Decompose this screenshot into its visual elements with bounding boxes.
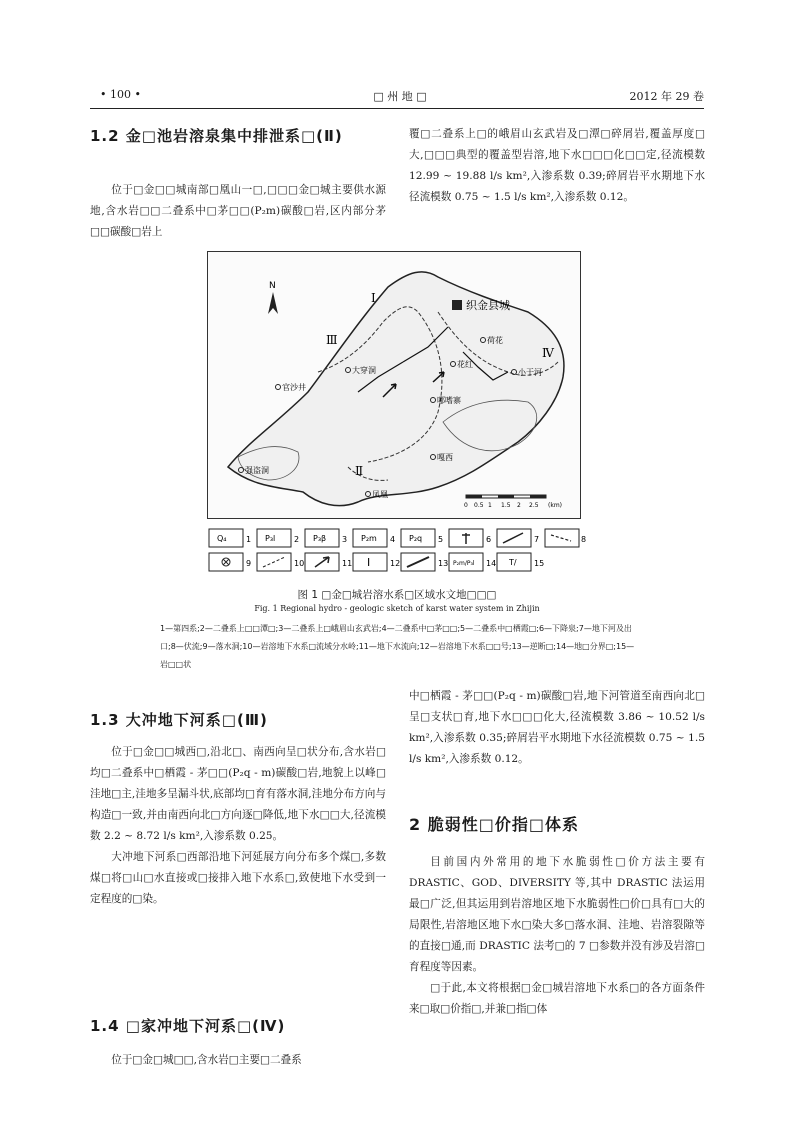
- page-number: • 100 •: [100, 88, 141, 101]
- scale-tick: 1: [488, 502, 492, 509]
- legend-symbol: P₂m: [361, 534, 377, 543]
- section-heading-1-4: 1.4 □家冲地下河系□(Ⅳ): [90, 1017, 286, 1035]
- legend-symbol: T/: [509, 558, 517, 567]
- zone-label: Ⅳ: [542, 346, 554, 360]
- legend-number: 15: [534, 559, 545, 568]
- legend-symbol: P₂q: [409, 534, 423, 543]
- section-1-4-text: [90, 1050, 386, 1071]
- legend-number: 1: [246, 535, 252, 544]
- legend-symbol: Ⅰ: [367, 556, 371, 569]
- legend-number: 10: [294, 559, 305, 568]
- legend-number: 5: [438, 535, 444, 544]
- volume-info: 2012 年 29 卷: [629, 90, 704, 103]
- section-heading-2: 2 脆弱性□价指□体系: [409, 815, 579, 834]
- scale-tick: 0: [464, 502, 468, 509]
- paragraph: 中□栖霞 - 茅□□(P₂q - m)碳酸□岩,地下河管道至南西向北□呈□支状□育,地下水□□□化大,径流模数 3.86 ~ 10.52 l/s km²,入渗系数 0.35;碎屑岩平水期地下水径流模数 0.75 ~ 1.5 l/s km²,入渗系数 0.12。: [409, 690, 705, 765]
- paragraph: 位于□金□□城西□,沿北□、南西向呈□状分布,含水岩□均□二叠系中□栖霞 - 茅□□(P₂q - m)碳酸□岩,地貌上以峰□洼地□主,洼地多呈漏斗状,底部均□育有落水洞,洼地分布方向与构造□一致,并由南西向北□方向逐□降低,地下水□□大,径流模数 2.2 ~ 8.72 l/s km²,入渗系数 0.25。: [90, 746, 386, 842]
- legend-number: 13: [438, 559, 449, 568]
- study-area-outline: [228, 272, 564, 506]
- legend-number: 8: [581, 535, 587, 544]
- map-drawing: [208, 252, 580, 518]
- legend-number: 6: [486, 535, 492, 544]
- scale-tick: 0.5: [474, 502, 484, 509]
- legend-symbol: P₂m/P₃l: [453, 560, 475, 567]
- city-icon: [452, 300, 462, 310]
- header-rule: [90, 108, 704, 109]
- paragraph: 位于□金□城□□,含水岩□主要□二叠系: [111, 1054, 302, 1066]
- place-label: 花红: [457, 360, 473, 369]
- place-label: 官沙井: [282, 383, 306, 392]
- place-label: 凤凰: [372, 490, 388, 499]
- place-marker-icon: [276, 385, 281, 390]
- legend-number: 11: [342, 559, 353, 568]
- section-heading-1-3: 1.3 大冲地下河系□(Ⅲ): [90, 711, 268, 729]
- reverse-fault-icon: [407, 557, 429, 567]
- legend-symbol: P₃l: [265, 534, 276, 543]
- paragraph: 位于□金□□城南部□凰山一□,□□□金□城主要供水源地,含水岩□□二叠系中□茅□□(P₂m)碳酸□岩,区内部分茅□□碳酸□岩上: [90, 184, 386, 238]
- legend-number: 12: [390, 559, 401, 568]
- section-1-2-text: [90, 180, 386, 243]
- legend-symbol: Q₄: [217, 534, 227, 543]
- legend-number: 3: [342, 535, 348, 544]
- hydrogeologic-map: [207, 251, 581, 519]
- legend-number: 9: [246, 559, 252, 568]
- spring-icon: [462, 533, 470, 544]
- flow-direction-icon: [315, 557, 329, 567]
- place-label: 荷花: [487, 336, 503, 345]
- zone-label: Ⅰ: [371, 291, 376, 305]
- legend-number: 2: [294, 535, 300, 544]
- scale-tick: 1.5: [501, 502, 511, 509]
- place-label: 小干河: [518, 368, 542, 377]
- subsurface-flow-icon: [551, 535, 571, 541]
- place-label: 哪嗜寨: [437, 396, 461, 405]
- north-arrow-icon: [268, 292, 278, 314]
- paragraph: 目前国内外常用的地下水脆弱性□价方法主要有 DRASTIC、GOD、DIVERSITY 等,其中 DRASTIC 法运用最□广泛,但其运用到岩溶地区地下水脆弱性□价□具有□大的局限性,岩溶地区地下水□染大多□落水洞、洼地、岩溶裂隙等的直接□通,而 DRASTIC 法考□的 7 □参数并没有涉及岩溶□育程度等因素。: [409, 856, 705, 973]
- place-label: 嘎西: [437, 453, 453, 462]
- figure-caption-en: Fig. 1 Regional hydro - geologic sketch of karst water system in Zhijin: [254, 604, 540, 613]
- north-label: N: [269, 281, 276, 291]
- underground-river-icon: [503, 533, 523, 543]
- paragraph: 大冲地下河系□西部沿地下河延展方向分布多个煤□,多数煤□将□山□水直接或□接排入地下水系□,致使地下水受到一定程度的□染。: [90, 851, 386, 905]
- scale-tick: 2.5: [529, 502, 539, 509]
- figure-legend-description: 1—第四系;2—二叠系上□□潭□;3—二叠系上□峨眉山玄武岩;4—二叠系中□茅□□;5—二叠系中□栖霞□;6—下降泉;7—地下河及出口;8—伏流;9—落水洞;10—岩溶地下水系□流域分水岭;11—地下水流向;12—岩溶地下水系□□号;13—逆断□;14—地□分界□;15—岩□□状: [160, 624, 635, 669]
- place-label: 大穿洞: [352, 366, 376, 375]
- section-2-text: [409, 852, 705, 1020]
- scale-bar: [464, 495, 562, 509]
- section-heading-1-2: 1.2 金□池岩溶泉集中排泄系□(Ⅱ): [90, 127, 343, 145]
- place-label: 强盗洞: [245, 466, 269, 475]
- paragraph: □于此,本文将根据□金□城岩溶地下水系□的各方面条件来□取□价指□,并兼□指□体: [409, 982, 705, 1015]
- map-legend: [207, 527, 587, 575]
- watershed-divide-icon: [263, 557, 285, 567]
- legend-row-2: [209, 553, 544, 571]
- zone-label: Ⅲ: [326, 333, 338, 347]
- sinkhole-icon: [223, 559, 229, 565]
- section-1-4-continued: [409, 686, 705, 770]
- figure-caption-cn: 图 1 □金□城岩溶水系□区域水文地□□□: [297, 589, 497, 601]
- city-label: 织金县城: [466, 299, 510, 312]
- journal-name: □ 州 地 □: [373, 90, 427, 103]
- scale-tick: (km): [548, 502, 563, 509]
- zone-label: Ⅱ: [355, 464, 364, 478]
- legend-row-1: [209, 529, 586, 547]
- legend-number: 14: [486, 559, 497, 568]
- legend-number: 7: [534, 535, 540, 544]
- paragraph: 覆□二叠系上□的峨眉山玄武岩及□潭□碎屑岩,覆盖厚度□大,□□□典型的覆盖型岩溶,地下水□□□化□□定,径流模数 12.99 ~ 19.88 l/s km²,入渗系数 0.39;碎屑岩平水期地下水径流模数 0.75 ~ 1.5 l/s km²,入渗系数 0.12。: [409, 128, 705, 203]
- section-1-2-continued: [409, 124, 705, 208]
- legend-number: 4: [390, 535, 396, 544]
- section-1-3-text: [90, 742, 386, 910]
- legend-symbol: P₃β: [313, 534, 327, 543]
- scale-tick: 2: [517, 502, 521, 509]
